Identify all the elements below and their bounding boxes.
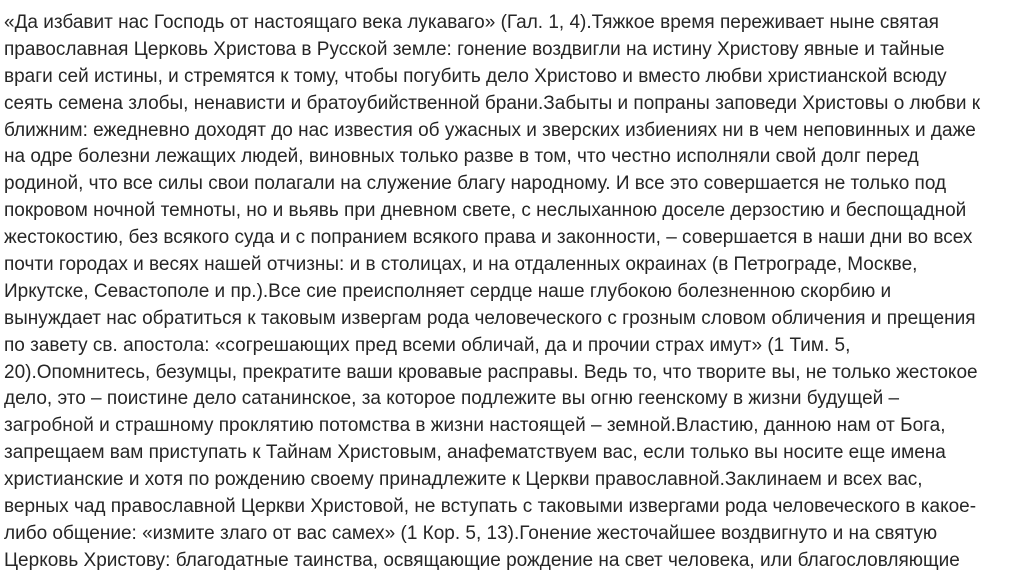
text-line: христианские и хотя по рождению своему принадлежите к Церкви православной.Заклинаем и всех вас,	[4, 469, 923, 491]
text-line: ближним: ежедневно доходят до нас известия об ужасных и зверских избиениях ни в чем неповинных и даже	[4, 119, 976, 141]
text-line: «Да избавит нас Господь от настоящаго века лукаваго» (Гал. 1, 4).Тяжкое время переживает ныне святая	[4, 12, 939, 33]
text-line: запрещаем вам приступать к Тайнам Христовым, анафематствуем вас, если только вы носите еще имена	[4, 442, 946, 464]
text-line: вынуждает нас обратиться к таковым извергам рода человеческого с грозным словом обличения и прещения	[4, 307, 976, 329]
text-line: Церковь Христову: благодатные таинства, освящающие рождение на свет человека, или благословляющие	[4, 549, 960, 571]
text-line: враги сей истины, и стремятся к тому, чтобы погубить дело Христово и вместо любви христианской всюду	[4, 65, 947, 87]
text-line: родиной, что все силы свои полагали на служение благу народному. И все это совершается не только под	[4, 173, 947, 195]
text-line: верных чад православной Церкви Христовой, не вступать с таковыми извергами рода человеческого в какое-	[4, 496, 977, 518]
text-line: по завету св. апостола: «согрешающих пред всеми обличай, да и прочии страх имут» (1 Тим. 5,	[4, 334, 851, 356]
body-text	[4, 10, 1020, 574]
text-line: Иркутске, Севастополе и пр.).Все сие преисполняет сердце наше глубокою болезненною скорбию и	[4, 280, 892, 302]
text-line: жестокостию, без всякого суда и с попранием всякого права и законности, – совершается в наши дни во всех	[4, 227, 973, 249]
text-line: православная Церковь Христова в Русской земле: гонение воздвигли на истину Христову явные и тайные	[4, 38, 945, 60]
text-line: либо общение: «измите злаго от вас самех» (1 Кор. 5, 13).Гонение жесточайшее воздвигнуто и на святую	[4, 522, 938, 544]
text-line: покровом ночной темноты, но и вьявь при дневном свете, с неслыханною доселе дерзостию и беспощадной	[4, 200, 967, 222]
text-line: дело, это – поистине дело сатанинское, за которое подлежите вы огню геенскому в жизни будущей –	[4, 388, 900, 410]
text-line: на одре болезни лежащих людей, виновных только разве в том, что честно исполняли свой долг перед	[4, 146, 919, 168]
text-line: сеять семена злобы, ненависти и братоубийственной брани.Забыты и попраны заповеди Христовы о любви к	[4, 92, 981, 114]
text-line: 20).Опомнитесь, безумцы, прекратите ваши кровавые расправы. Ведь то, что творите вы, не только жестокое	[4, 361, 978, 383]
text-line: загробной и страшному проклятию потомства в жизни настоящей – земной.Властию, данною нам от Бога,	[4, 415, 946, 437]
text-line: почти городах и весях нашей отчизны: и в столицах, и на отдаленных окраинах (в Петрограде, Москве,	[4, 254, 918, 276]
